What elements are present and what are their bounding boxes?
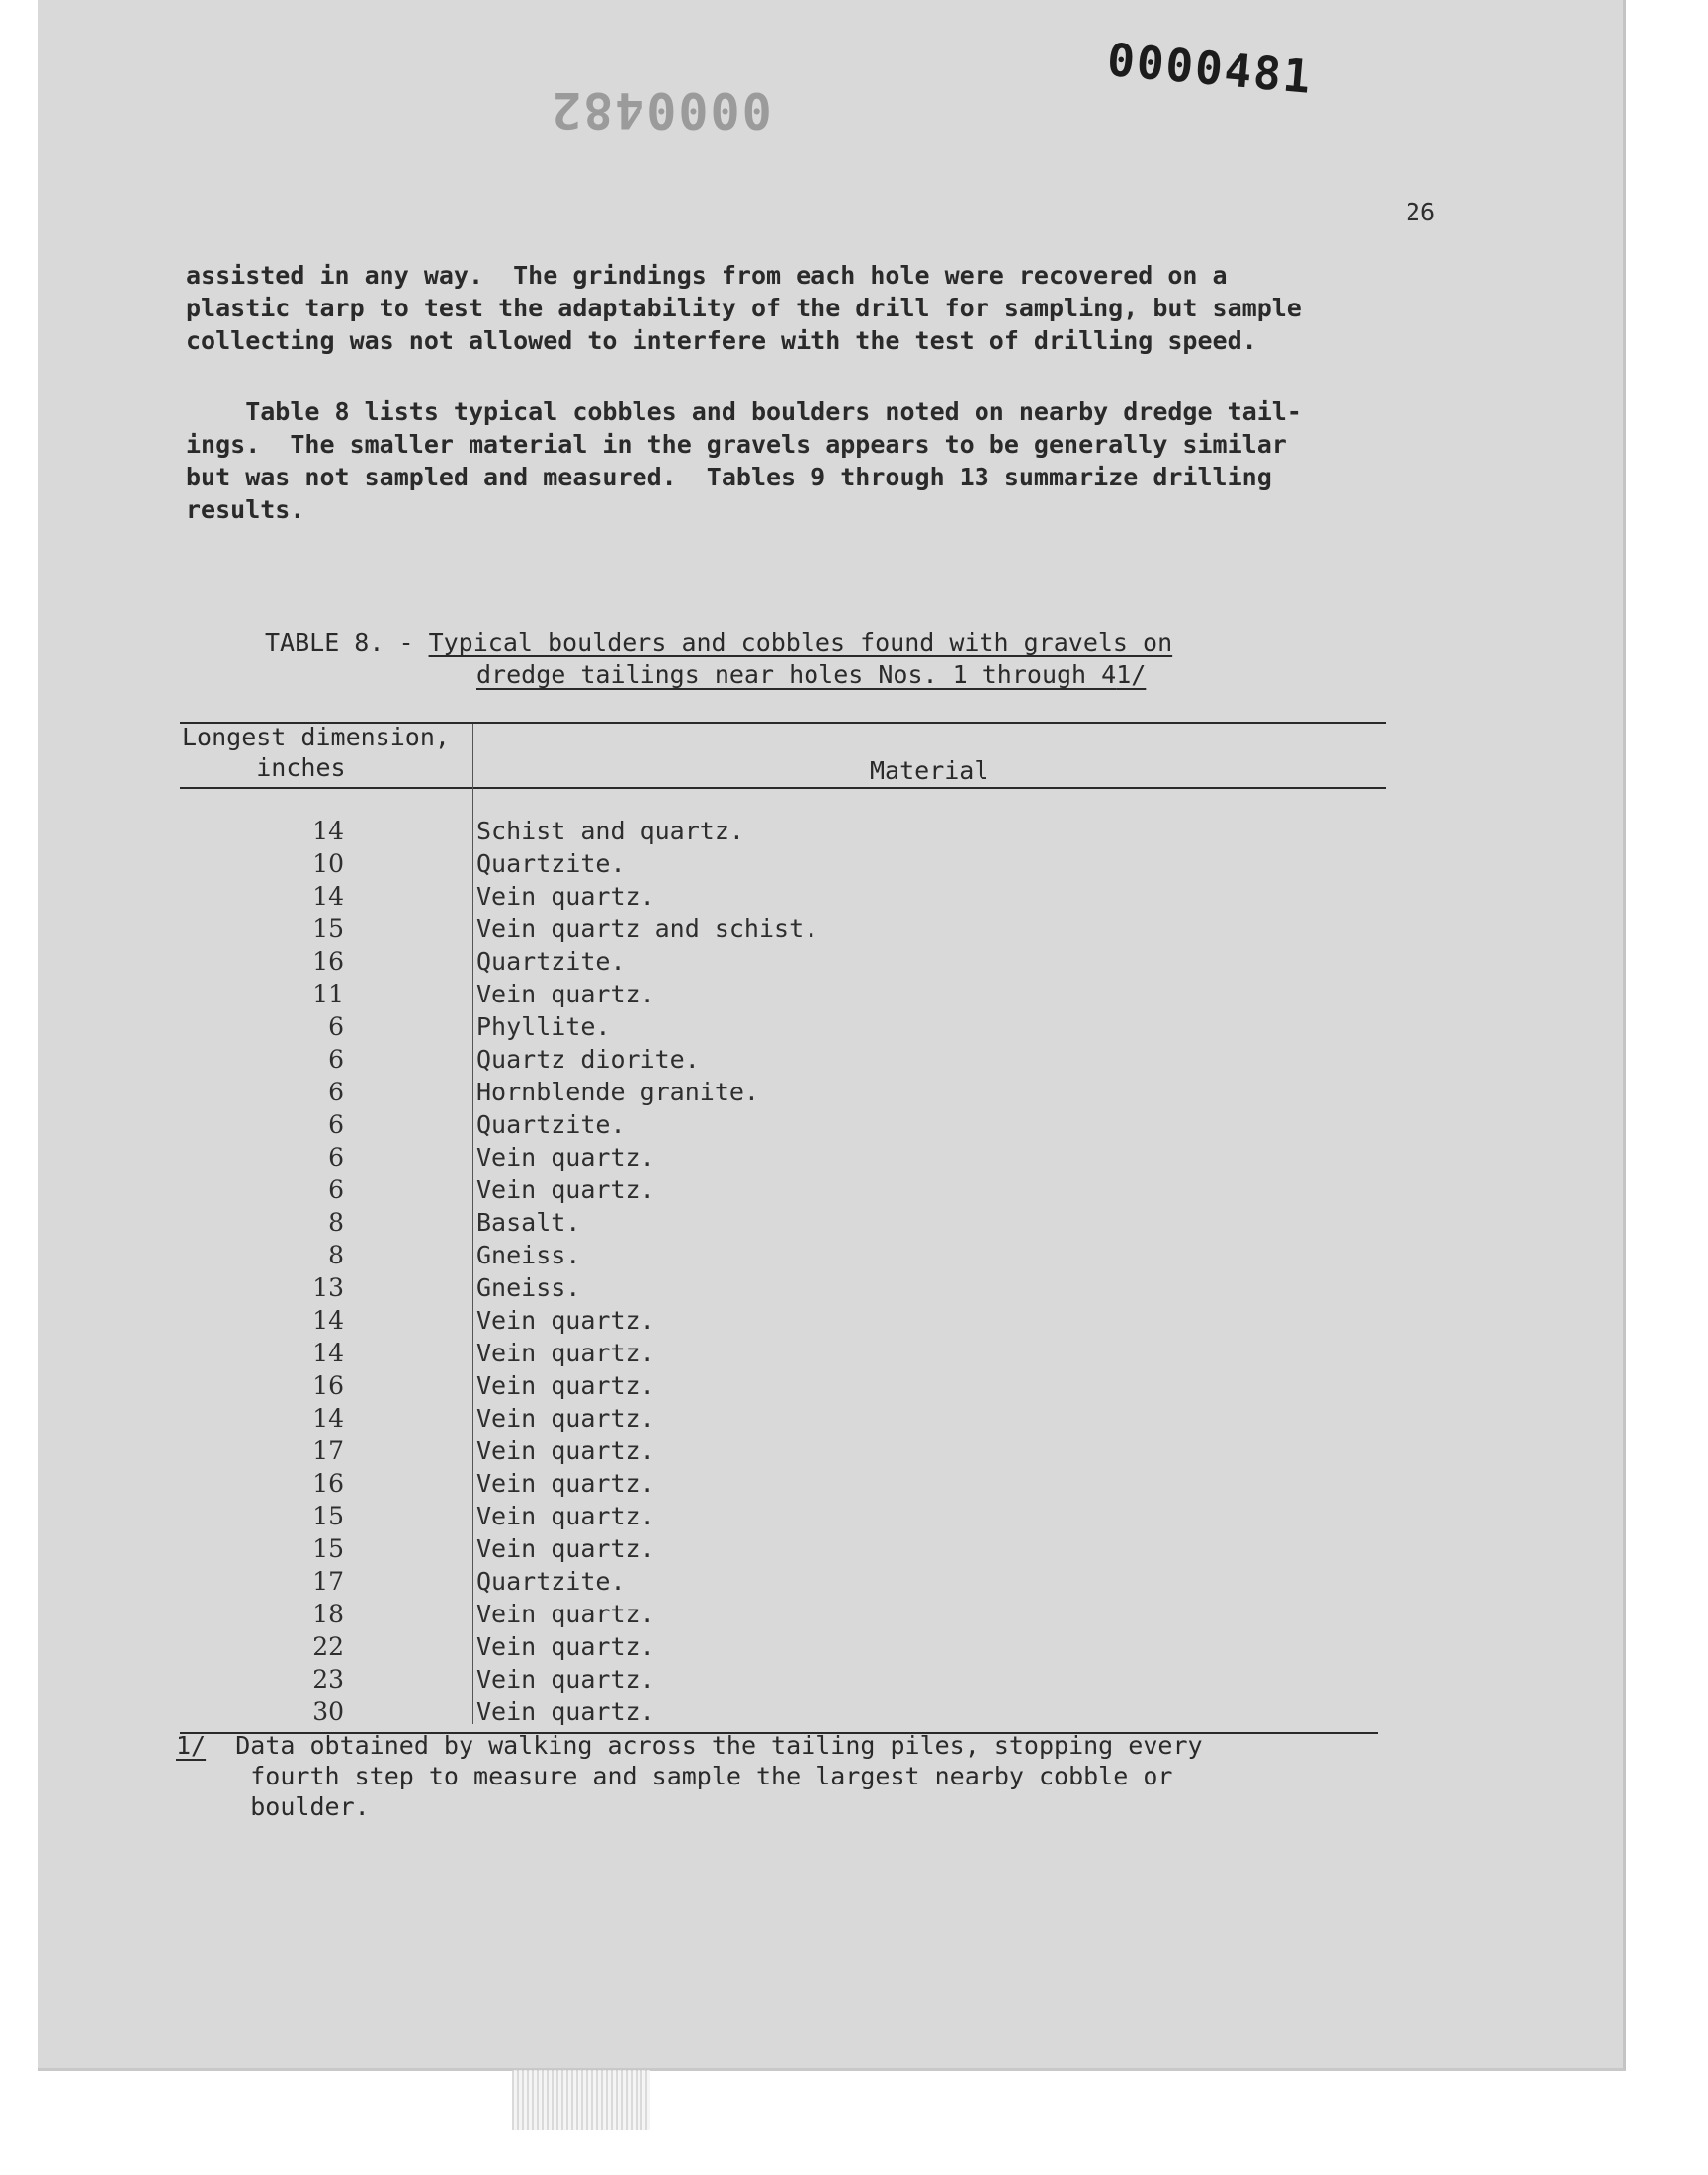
- longest-dimension-cell: 14: [312, 1306, 344, 1335]
- table-caption-title-line1: Typical boulders and cobbles found with gravels on: [428, 628, 1173, 656]
- longest-dimension-cell: 13: [312, 1273, 344, 1302]
- table-header-rule: [180, 787, 1386, 789]
- table-row: [180, 1565, 1386, 1598]
- table-row: [180, 913, 1386, 945]
- material-cell: Vein quartz and schist.: [476, 914, 819, 943]
- table-row: [180, 1663, 1386, 1696]
- column-header-longest-dimension: Longest dimension, inches: [182, 723, 450, 782]
- table-row: [180, 1402, 1386, 1435]
- longest-dimension-cell: 15: [312, 1502, 344, 1530]
- table-row: [180, 1598, 1386, 1630]
- table-row: [180, 1043, 1386, 1076]
- longest-dimension-cell: 6: [328, 1143, 344, 1172]
- material-cell: Vein quartz.: [476, 1143, 655, 1172]
- table-row: [180, 1271, 1386, 1304]
- body-paragraph-1: assisted in any way. The grindings from each hole were recovered on a plastic tarp to test the adaptability of the drill for sampling, but sample collecting was not allowed to interfere with the test of drilling speed.: [186, 261, 1302, 355]
- table-row: [180, 880, 1386, 913]
- footnote-mark: 1/: [176, 1731, 207, 1760]
- material-cell: Vein quartz.: [476, 1306, 655, 1335]
- document-stamp-number: 0000481: [1105, 33, 1315, 104]
- table-footnote: [176, 1730, 1203, 1822]
- material-cell: Vein quartz.: [476, 1665, 655, 1694]
- table-row: [180, 1141, 1386, 1174]
- table-row: [180, 1369, 1386, 1402]
- table-row: [180, 1304, 1386, 1337]
- longest-dimension-cell: 11: [312, 980, 344, 1008]
- material-cell: Phyllite.: [476, 1012, 611, 1041]
- page-number: 26: [1406, 198, 1436, 226]
- material-cell: Gneiss.: [476, 1241, 581, 1269]
- material-cell: Vein quartz.: [476, 1534, 655, 1563]
- longest-dimension-cell: 15: [312, 1534, 344, 1563]
- material-cell: Vein quartz.: [476, 1436, 655, 1465]
- longest-dimension-cell: 17: [312, 1436, 344, 1465]
- material-cell: Vein quartz.: [476, 1404, 655, 1433]
- material-cell: Basalt.: [476, 1208, 581, 1237]
- longest-dimension-cell: 23: [312, 1665, 344, 1694]
- table-body: [180, 815, 1386, 1728]
- table-row: [180, 1435, 1386, 1467]
- longest-dimension-cell: 6: [328, 1175, 344, 1204]
- longest-dimension-cell: 6: [328, 1045, 344, 1074]
- table-row: [180, 1174, 1386, 1206]
- longest-dimension-cell: 8: [328, 1208, 344, 1237]
- table-row: [180, 1532, 1386, 1565]
- table-row: [180, 945, 1386, 978]
- material-cell: Hornblende granite.: [476, 1078, 759, 1106]
- material-cell: Gneiss.: [476, 1273, 581, 1302]
- longest-dimension-cell: 18: [312, 1600, 344, 1628]
- table-caption-title-line2: dredge tailings near holes Nos. 1 through 4: [476, 660, 1117, 689]
- longest-dimension-cell: 14: [312, 1339, 344, 1367]
- material-cell: Vein quartz.: [476, 1339, 655, 1367]
- table-row: [180, 1337, 1386, 1369]
- longest-dimension-cell: 16: [312, 1469, 344, 1498]
- table-row: [180, 1467, 1386, 1500]
- longest-dimension-cell: 6: [328, 1110, 344, 1139]
- footnote-text: Data obtained by walking across the tailing piles, stopping every fourth step to measure and sample the largest nearby cobble or boulder.: [235, 1731, 1203, 1821]
- table-row: [180, 1108, 1386, 1141]
- material-cell: Vein quartz.: [476, 1175, 655, 1204]
- material-cell: Vein quartz.: [476, 1371, 655, 1400]
- table-row: [180, 1500, 1386, 1532]
- longest-dimension-cell: 14: [312, 882, 344, 911]
- body-paragraph-2: Table 8 lists typical cobbles and boulders noted on nearby dredge tail- ings. The smaller material in the gravels appears to be generally similar but was not sampled and measured. Tables 9 through 13 summarize drilling results.: [186, 397, 1302, 524]
- table-caption-label: TABLE 8. -: [265, 628, 429, 656]
- table-caption: [265, 626, 1172, 691]
- longest-dimension-cell: 6: [328, 1078, 344, 1106]
- longest-dimension-cell: 14: [312, 1404, 344, 1433]
- longest-dimension-cell: 22: [312, 1632, 344, 1661]
- material-cell: Vein quartz.: [476, 1600, 655, 1628]
- scan-artifact-bar: [512, 2070, 650, 2130]
- material-cell: Vein quartz.: [476, 980, 655, 1008]
- faded-stamp-number: 0000482: [550, 81, 772, 138]
- material-cell: Vein quartz.: [476, 1502, 655, 1530]
- table-row: [180, 1076, 1386, 1108]
- table-row: [180, 1206, 1386, 1239]
- longest-dimension-cell: 14: [312, 817, 344, 845]
- table-row: [180, 1239, 1386, 1271]
- table-caption-footnote-mark: 1/: [1116, 660, 1147, 689]
- material-cell: Vein quartz.: [476, 882, 655, 911]
- longest-dimension-cell: 16: [312, 947, 344, 976]
- material-cell: Vein quartz.: [476, 1632, 655, 1661]
- longest-dimension-cell: 17: [312, 1567, 344, 1596]
- longest-dimension-cell: 16: [312, 1371, 344, 1400]
- longest-dimension-cell: 15: [312, 914, 344, 943]
- material-cell: Quartzite.: [476, 947, 626, 976]
- material-cell: Quartzite.: [476, 1110, 626, 1139]
- table-row: [180, 1630, 1386, 1663]
- table-row: [180, 847, 1386, 880]
- material-cell: Vein quartz.: [476, 1469, 655, 1498]
- table-row: [180, 978, 1386, 1010]
- material-cell: Schist and quartz.: [476, 817, 744, 845]
- longest-dimension-cell: 8: [328, 1241, 344, 1269]
- longest-dimension-cell: 10: [312, 849, 344, 878]
- table-row: [180, 815, 1386, 847]
- table-row: [180, 1010, 1386, 1043]
- material-cell: Quartz diorite.: [476, 1045, 700, 1074]
- material-cell: Quartzite.: [476, 1567, 626, 1596]
- material-cell: Vein quartz.: [476, 1697, 655, 1726]
- longest-dimension-cell: 30: [312, 1697, 344, 1726]
- material-cell: Quartzite.: [476, 849, 626, 878]
- table-row: [180, 1696, 1386, 1728]
- longest-dimension-cell: 6: [328, 1012, 344, 1041]
- column-header-material: Material: [870, 756, 989, 785]
